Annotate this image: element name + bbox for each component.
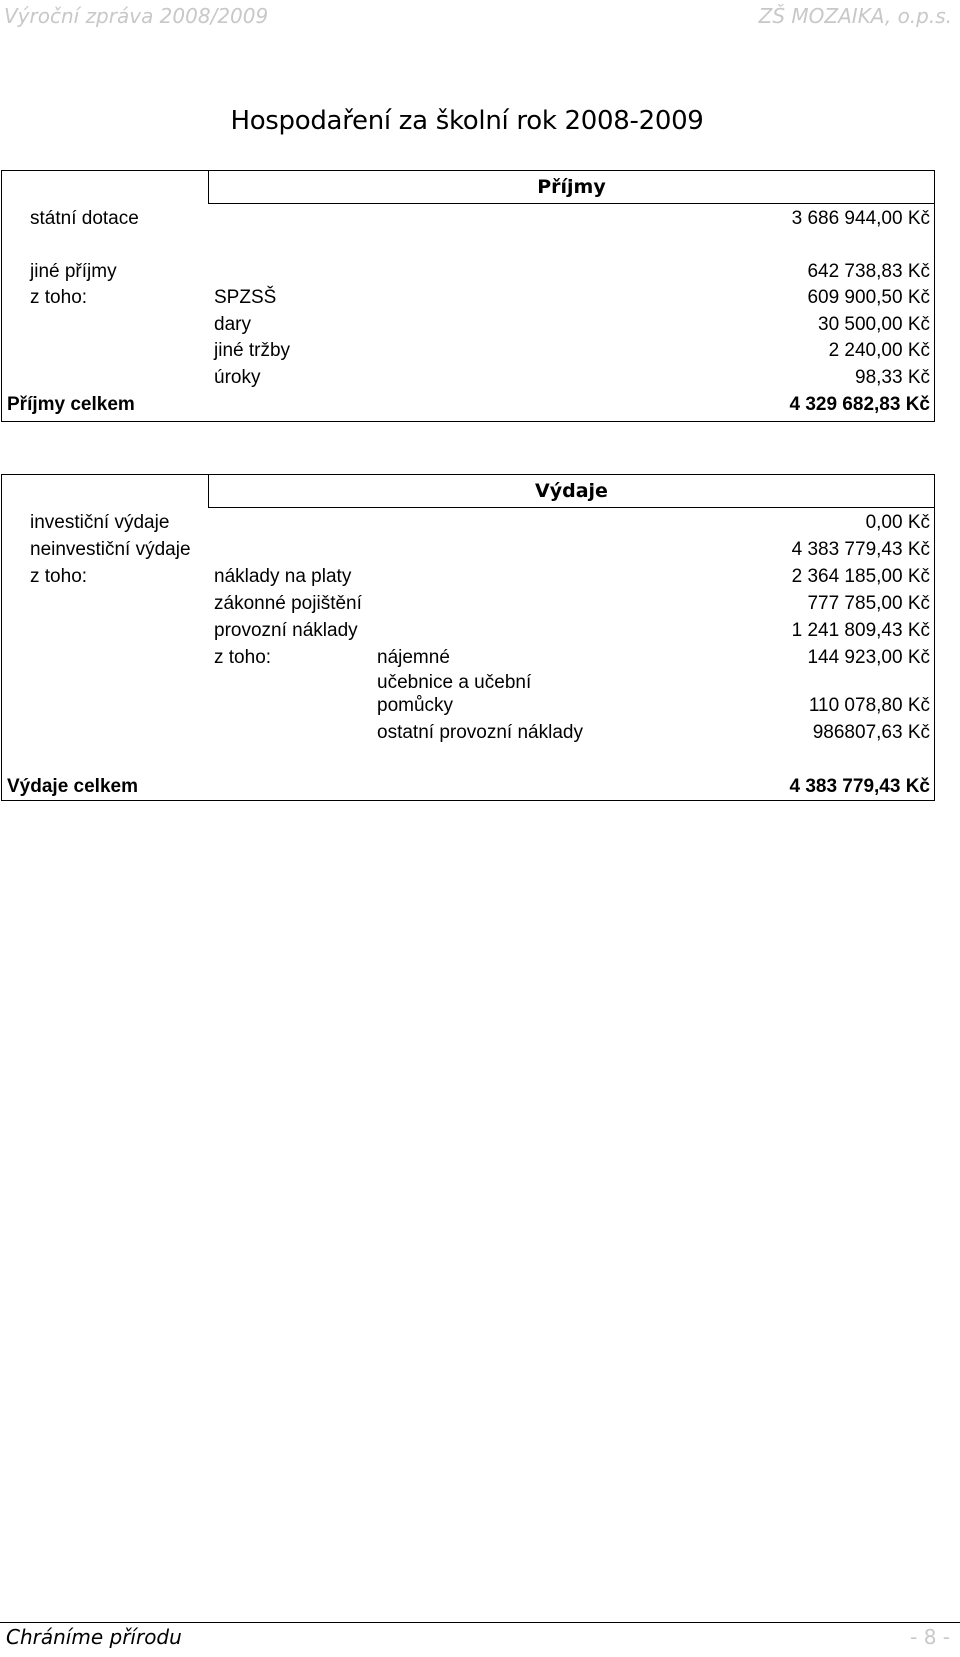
salaries-label: náklady na platy	[214, 566, 352, 587]
salaries-value: 2 364 185,00 Kč	[791, 566, 930, 587]
income-item-label: dary	[214, 314, 251, 335]
operating-label: provozní náklady	[214, 620, 358, 641]
header-school-name: ZŠ MOZAIKA, o.p.s.	[758, 4, 952, 28]
expenses-of-which-label: z toho:	[30, 566, 88, 587]
investment-value: 0,00 Kč	[865, 512, 930, 533]
income-item-value: 2 240,00 Kč	[828, 340, 930, 361]
textbooks-label-line2: pomůcky	[377, 695, 454, 716]
state-subsidy-value: 3 686 944,00 Kč	[791, 208, 930, 229]
income-item-label: SPZSŠ	[214, 287, 277, 308]
income-heading: Příjmy	[208, 170, 935, 204]
income-total-label: Příjmy celkem	[7, 394, 135, 415]
insurance-value: 777 785,00 Kč	[807, 593, 930, 614]
footer-motto: Chráníme přírodu	[6, 1625, 182, 1649]
income-item-value: 609 900,50 Kč	[807, 287, 930, 308]
textbooks-label-line1: učebnice a učební	[377, 672, 532, 693]
page-number: - 8 -	[910, 1625, 950, 1649]
income-item-value: 30 500,00 Kč	[818, 314, 930, 335]
state-subsidy-label: státní dotace	[30, 208, 139, 229]
expenses-total-value: 4 383 779,43 Kč	[789, 776, 930, 797]
insurance-label: zákonné pojištění	[214, 593, 362, 614]
investment-label: investiční výdaje	[30, 512, 170, 533]
operating-of-which-label: z toho:	[214, 647, 272, 668]
footer-divider	[0, 1622, 960, 1623]
header-report-title: Výroční zpráva 2008/2009	[4, 4, 269, 28]
textbooks-value: 110 078,80 Kč	[808, 695, 930, 716]
other-operating-value: 986807,63 Kč	[812, 722, 930, 743]
other-income-value: 642 738,83 Kč	[807, 261, 930, 282]
expenses-heading: Výdaje	[208, 474, 935, 508]
rent-value: 144 923,00 Kč	[807, 647, 930, 668]
income-item-value: 98,33 Kč	[855, 367, 930, 388]
operating-value: 1 241 809,43 Kč	[791, 620, 930, 641]
income-item-label: jiné tržby	[214, 340, 291, 361]
income-item-label: úroky	[214, 367, 261, 388]
page-title: Hospodaření za školní rok 2008-2009	[230, 106, 704, 136]
other-income-label: jiné příjmy	[30, 261, 117, 282]
non-investment-value: 4 383 779,43 Kč	[791, 539, 930, 560]
income-total-value: 4 329 682,83 Kč	[789, 394, 930, 415]
income-of-which-label: z toho:	[30, 287, 88, 308]
expenses-total-label: Výdaje celkem	[7, 776, 138, 797]
rent-label: nájemné	[377, 647, 450, 668]
non-investment-label: neinvestiční výdaje	[30, 539, 191, 560]
other-operating-label: ostatní provozní náklady	[377, 722, 583, 743]
